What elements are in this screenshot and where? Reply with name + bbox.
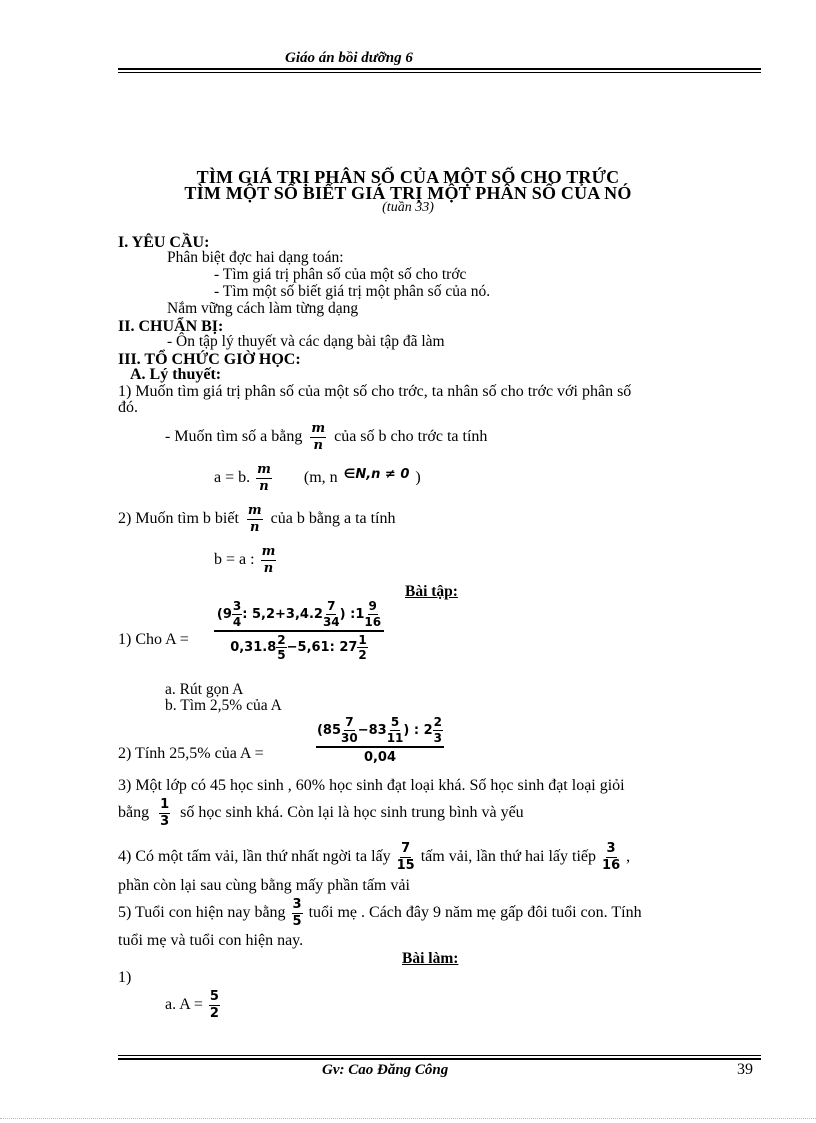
week-label: (tuần 33) bbox=[382, 200, 434, 215]
section-3-heading: III. TỔ CHỨC GIỜ HỌC: bbox=[118, 351, 301, 368]
text-fragment: số học sinh khá. Còn lại là học sinh trung bình và yếu bbox=[180, 804, 524, 822]
exercise-3-cont bbox=[118, 798, 524, 828]
text-fragment: của b bằng a ta tính bbox=[270, 510, 396, 528]
exercise-4-cont: phần còn lại sau cùng bằng mấy phần tấm vải bbox=[118, 877, 410, 894]
exercise-1-part-b: b. Tìm 2,5% của A bbox=[165, 697, 282, 714]
exercises-heading: Bài tập: bbox=[405, 583, 458, 600]
requirement-line: Phân biệt đợc hai dạng toán: bbox=[167, 249, 344, 266]
doc-title-1: TÌM GIÁ TRỊ PHÂN SỐ CỦA MỘT SỐ CHO TRỨC bbox=[196, 167, 620, 187]
solutions-heading: Bài làm: bbox=[402, 950, 459, 967]
footer-rule bbox=[118, 1058, 761, 1060]
formula-condition: (m, n bbox=[303, 469, 338, 487]
header-rule-thin bbox=[118, 72, 761, 73]
text-fragment: 2) Muốn tìm b biết bbox=[118, 510, 239, 528]
formula-1 bbox=[214, 463, 421, 493]
fraction-m-over-n bbox=[261, 545, 277, 575]
fraction-1-over-3: $\frac{1}{3}$ bbox=[160, 797, 170, 829]
fraction-7-over-15: $\frac{7}{15}$ bbox=[396, 841, 415, 873]
fraction-5-over-2: $\frac{5}{2}$ bbox=[209, 989, 219, 1021]
fraction-m-over-n bbox=[310, 422, 326, 452]
text-fragment: tấm vải, lần thứ hai lấy tiếp bbox=[420, 848, 597, 866]
requirement-line: Nắm vững cách làm từng dạng bbox=[167, 300, 359, 317]
text-fragment: - Muốn tìm số a bằng bbox=[165, 428, 303, 446]
text-fragment: a. A = bbox=[165, 996, 203, 1014]
page-number: 39 bbox=[737, 1061, 753, 1078]
text-fragment: bằng bbox=[118, 804, 150, 822]
exercise-1-expression bbox=[214, 600, 384, 662]
fraction-3-over-16: $\frac{3}{16}$ bbox=[602, 841, 621, 873]
section-1-heading: I. YÊU CẦU: bbox=[118, 234, 210, 251]
header-rule bbox=[118, 68, 761, 70]
theory-1: 1) Muốn tìm giá trị phân số của một số cho trớc, ta nhân số cho trớc với phân số bbox=[118, 383, 632, 400]
theory-heading: A. Lý thuyết: bbox=[130, 366, 222, 383]
fraction-3-over-5: $\frac{3}{5}$ bbox=[292, 897, 302, 929]
solution-1-a bbox=[165, 990, 220, 1020]
text-fragment: của số b cho trớc ta tính bbox=[334, 428, 488, 446]
theory-1-sub bbox=[165, 422, 487, 452]
denominator: n bbox=[263, 560, 274, 576]
denominator: n bbox=[259, 478, 269, 494]
numerator: m bbox=[247, 503, 262, 518]
exercise-2-label: 2) Tính 25,5% của A = bbox=[118, 745, 264, 762]
exercise-5 bbox=[118, 898, 642, 928]
section-2-heading: II. CHUẨN BỊ: bbox=[118, 318, 224, 335]
denominator: n bbox=[250, 519, 260, 535]
exercise-4: 4) Có một tấm vải, lần thứ nhất ngời ta lấy $\frac{7}{15}$ tấm vải, lần thứ hai lấy tiếp $\frac{3}{16}$ , bbox=[118, 841, 631, 873]
preparation-line: - Ôn tập lý thuyết và các dạng bài tập đã làm bbox=[167, 333, 445, 350]
numerator: m bbox=[257, 462, 271, 477]
doc-title-2: TÌM MỘT SỐ BIẾT GIÁ TRỊ MỘT PHÂN SỐ CỦA NÓ bbox=[184, 183, 632, 203]
formula-condition-set: ∈N,n ≠ 0 bbox=[343, 466, 410, 482]
footer-rule-thin bbox=[118, 1055, 761, 1056]
exercise-3: 3) Một lớp có 45 học sinh , 60% học sinh đạt loại khá. Số học sinh đạt loại giỏi bbox=[118, 777, 625, 794]
numerator: m bbox=[261, 544, 276, 559]
formula-lhs: a = b. bbox=[214, 469, 251, 487]
formula-condition-close: ) bbox=[415, 469, 421, 487]
expression-numerator: (85 $\frac{7}{30}$ −83 $\frac{5}{11}$ ) : 2 $\frac{2}{3}$ bbox=[316, 715, 443, 745]
solution-1-label: 1) bbox=[118, 969, 132, 986]
exercise-5-cont: tuổi mẹ và tuổi con hiện nay. bbox=[118, 932, 304, 949]
header-title: Giáo án bồi dưỡng 6 bbox=[285, 50, 413, 66]
text-fragment: 5) Tuổi con hiện nay bằng bbox=[118, 904, 286, 922]
exercise-1-label: 1) Cho A = bbox=[118, 631, 189, 648]
footer-author: Gv: Cao Đăng Công bbox=[322, 1062, 449, 1078]
fraction-m-over-n bbox=[247, 504, 263, 534]
requirement-line: - Tìm giá trị phân số của một số cho trớc bbox=[214, 266, 467, 283]
fraction-bar bbox=[214, 630, 384, 632]
fraction-m-over-n bbox=[256, 463, 272, 493]
expression-denominator: 0,04 bbox=[363, 749, 397, 765]
theory-2 bbox=[118, 504, 396, 534]
text-fragment: tuổi mẹ . Cách đây 9 năm mẹ gấp đôi tuổi con. Tính bbox=[308, 904, 642, 922]
expression-numerator: (9 $\frac{3}{4}$ : 5,2+3,4.2 $\frac{7}{34}$ ) :1 $\frac{9}{16}$ bbox=[216, 599, 382, 629]
denominator: n bbox=[313, 437, 323, 453]
exercise-2-expression bbox=[316, 716, 444, 765]
page-edge-divider bbox=[0, 1118, 816, 1119]
requirement-line: - Tìm một số biết giá trị một phân số của nó. bbox=[214, 283, 491, 300]
text-fragment: 4) Có một tấm vải, lần thứ nhất ngời ta lấy bbox=[118, 848, 391, 866]
formula-lhs: b = a : bbox=[214, 551, 255, 569]
numerator: m bbox=[311, 421, 326, 436]
formula-2 bbox=[214, 545, 276, 575]
theory-1-cont: đó. bbox=[118, 399, 138, 416]
expression-denominator: 0,31.8 $\frac{2}{5}$ −5,61: 27 $\frac{1}{2}$ bbox=[230, 632, 367, 663]
exercise-1-part-a: a. Rút gọn A bbox=[165, 681, 244, 698]
fraction-bar bbox=[316, 746, 444, 748]
